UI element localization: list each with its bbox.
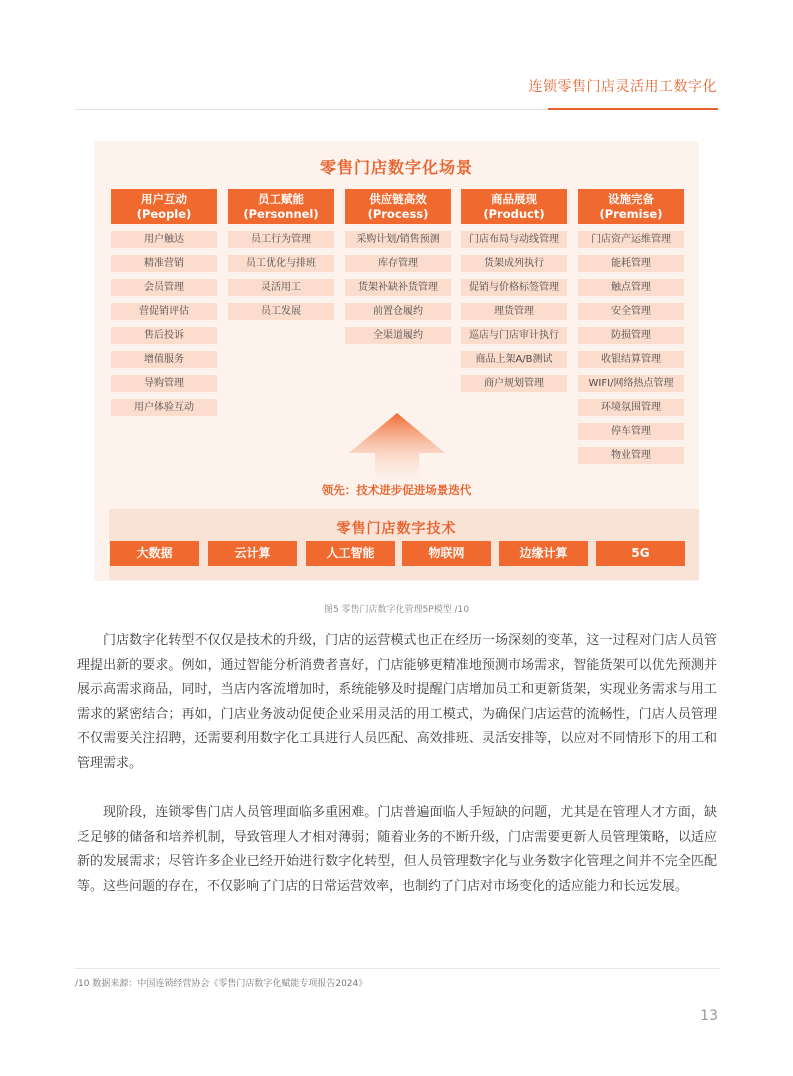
scenario-item: 用户触达 [111, 231, 217, 248]
tech-item: 边缘计算 [499, 541, 588, 566]
scenario-item: 收银结算管理 [578, 351, 684, 368]
scenario-item: 商户规划管理 [461, 375, 567, 392]
tech-item: 云计算 [208, 541, 297, 566]
column-head [461, 189, 567, 224]
scenario-item: 导购管理 [111, 375, 217, 392]
scenario-item: 员工发展 [228, 303, 334, 320]
header-accent-bar [548, 108, 718, 110]
column-head-en: (Product) [483, 207, 545, 221]
scenario-item: 理货管理 [461, 303, 567, 320]
column-head [228, 189, 334, 224]
scenario-item: 停车管理 [578, 423, 684, 440]
scenario-item: 全渠道履约 [345, 327, 451, 344]
scenario-item: 用户体验互动 [111, 399, 217, 416]
column-product [461, 189, 567, 392]
scenario-item: 库存管理 [345, 255, 451, 272]
scenario-item: 环境氛围管理 [578, 399, 684, 416]
column-premise [578, 189, 684, 464]
tech-item: 人工智能 [306, 541, 395, 566]
tech-title: 零售门店数字技术 [336, 521, 457, 537]
column-head-cn: 用户互动 [141, 192, 187, 206]
scenario-item: 门店布局与动线管理 [461, 231, 567, 248]
column-head-en: (Personnel) [243, 207, 319, 221]
scenario-item: 巡店与门店审计执行 [461, 327, 567, 344]
tech-item: 物联网 [402, 541, 491, 566]
scenario-item: 员工优化与排班 [228, 255, 334, 272]
column-process [345, 189, 451, 344]
scenario-item: 门店资产运维管理 [578, 231, 684, 248]
upward-arrow-icon [349, 413, 445, 481]
scenario-item: 采购计划/销售预测 [345, 231, 451, 248]
column-head-en: (Premise) [599, 207, 663, 221]
footnote: /10 数据来源：中国连锁经营协会《零售门店数字化赋能专项报告2024》 [75, 979, 368, 989]
column-head-cn: 供应链高效 [369, 192, 427, 206]
scenario-item: 物业管理 [578, 447, 684, 464]
scenario-item: 防损管理 [578, 327, 684, 344]
lead-text: 领先：技术进步促进场景迭代 [321, 483, 472, 497]
column-head-cn: 设施完备 [608, 192, 654, 206]
footnote-divider [75, 968, 720, 969]
scenario-item: 会员管理 [111, 279, 217, 296]
scenario-item: 货架成列执行 [461, 255, 567, 272]
scenario-item: 精准营销 [111, 255, 217, 272]
body-paragraph-2: 现阶段，连锁零售门店人员管理面临多重困难。门店普遍面临人手短缺的问题，尤其是在管理人才方面，缺乏足够的储备和培养机制，导致管理人才相对薄弱；随着业务的不断升级，门店需要更新人员管理策略，以适应新的发展需求；尽管许多企业已经开始进行数字化转型，但人员管理数字化与业务数字化管理之间并不完全匹配等。这些问题的存在，不仅影响了门店的日常运营效率，也制约了门店对市场变化的适应能力和长远发展。 [77, 805, 717, 894]
scenario-item: 促销与价格标签管理 [461, 279, 567, 296]
scenario-item: 安全管理 [578, 303, 684, 320]
column-personnel [228, 189, 334, 320]
figure-caption: 图5 零售门店数字化管理5P模型 /10 [323, 605, 470, 615]
scenario-item: 营促销评估 [111, 303, 217, 320]
body-paragraph-1: 门店数字化转型不仅仅是技术的升级，门店的运营模式也正在经历一场深刻的变革，这一过程对门店人员管理提出新的要求。例如，通过智能分析消费者喜好，门店能够更精准地预测市场需求，智能货架可以优先预测并展示高需求商品，同时，当店内客流增加时，系统能够及时提醒门店增加员工和更新货架，实现业务需求与用工需求的紧密结合；再如，门店业务波动促使企业采用灵活的用工模式，为确保门店运营的流畅性，门店人员管理不仅需要关注招聘，还需要利用数字化工具进行人员匹配、高效排班、灵活安排等，以应对不同情形下的用工和管理需求。 [77, 633, 717, 771]
column-head-en: (People) [136, 207, 192, 221]
column-head [578, 189, 684, 224]
scenario-item: WIFI/网络热点管理 [578, 375, 684, 392]
column-people [111, 189, 217, 416]
scenario-item: 售后投诉 [111, 327, 217, 344]
page-number: 13 [700, 1008, 718, 1024]
running-header-title: 连锁零售门店灵活用工数字化 [528, 79, 717, 95]
column-head-en: (Process) [367, 207, 429, 221]
scenario-item: 能耗管理 [578, 255, 684, 272]
column-head-cn: 员工赋能 [258, 192, 304, 206]
scenario-item: 员工行为管理 [228, 231, 334, 248]
scenario-item: 商品上架A/B测试 [461, 351, 567, 368]
scenario-item: 增值服务 [111, 351, 217, 368]
column-head [345, 189, 451, 224]
scenario-item: 前置仓履约 [345, 303, 451, 320]
column-head [111, 189, 217, 224]
tech-item: 大数据 [110, 541, 199, 566]
scenario-item: 灵活用工 [228, 279, 334, 296]
tech-item: 5G [596, 541, 685, 566]
scenario-item: 触点管理 [578, 279, 684, 296]
column-head-cn: 商品展现 [491, 192, 537, 206]
scenario-item: 货架补缺补货管理 [345, 279, 451, 296]
diagram-title: 零售门店数字化场景 [319, 158, 473, 177]
